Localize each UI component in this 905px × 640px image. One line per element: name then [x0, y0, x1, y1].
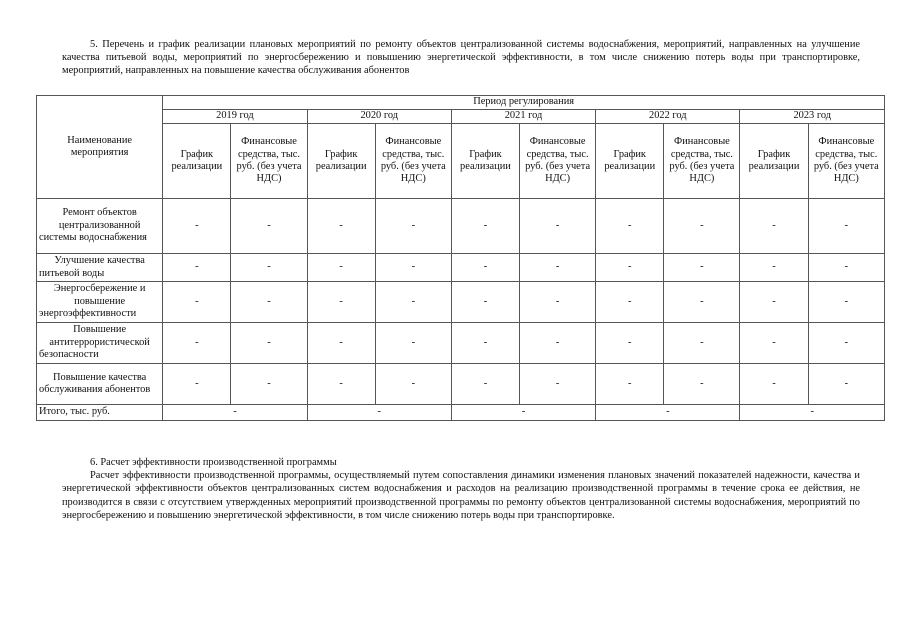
- schedule-cell: -: [596, 254, 664, 282]
- schedule-cell: -: [740, 254, 808, 282]
- section-5-paragraph: [62, 38, 860, 78]
- finance-column-header: Финансовые средства, тыс. руб. (без учета НДС): [664, 124, 740, 199]
- total-value: -: [451, 405, 595, 421]
- total-label: Итого, тыс. руб.: [37, 405, 163, 421]
- total-value: -: [307, 405, 451, 421]
- year-header: 2023 год: [740, 110, 885, 124]
- year-header: 2020 год: [307, 110, 451, 124]
- finance-cell: -: [231, 323, 307, 364]
- schedule-cell: -: [451, 199, 519, 254]
- finance-cell: -: [520, 323, 596, 364]
- schedule-cell: -: [307, 254, 375, 282]
- finance-column-header: Финансовые средства, тыс. руб. (без учета НДС): [808, 124, 884, 199]
- total-value: -: [596, 405, 740, 421]
- schedule-cell: -: [451, 254, 519, 282]
- finance-cell: -: [808, 199, 884, 254]
- activity-name: Улучшение качества питьевой воды: [37, 254, 163, 282]
- schedule-column-header: График реализации: [740, 124, 808, 199]
- finance-cell: -: [375, 254, 451, 282]
- schedule-cell: -: [307, 364, 375, 405]
- schedule-cell: -: [163, 323, 231, 364]
- activities-plan-table: [36, 95, 885, 421]
- table-row: [37, 282, 885, 323]
- header-row-subcolumns: [37, 124, 885, 199]
- finance-cell: -: [231, 199, 307, 254]
- activity-name: Повышение антитеррористической безопасности: [37, 323, 163, 364]
- schedule-column-header: График реализации: [451, 124, 519, 199]
- schedule-cell: -: [740, 323, 808, 364]
- finance-cell: -: [664, 323, 740, 364]
- table-row: [37, 323, 885, 364]
- finance-cell: -: [808, 282, 884, 323]
- total-value: -: [740, 405, 885, 421]
- schedule-cell: -: [596, 199, 664, 254]
- finance-column-header: Финансовые средства, тыс. руб. (без учета НДС): [375, 124, 451, 199]
- activity-name: Повышение качества обслуживания абонентов: [37, 364, 163, 405]
- header-row-years: [37, 110, 885, 124]
- finance-cell: -: [231, 254, 307, 282]
- schedule-cell: -: [307, 323, 375, 364]
- finance-cell: -: [664, 199, 740, 254]
- finance-cell: -: [664, 282, 740, 323]
- schedule-cell: -: [740, 282, 808, 323]
- schedule-cell: -: [740, 199, 808, 254]
- finance-cell: -: [520, 254, 596, 282]
- name-header: Наименование мероприятия: [37, 96, 163, 199]
- table-row: [37, 364, 885, 405]
- schedule-cell: -: [740, 364, 808, 405]
- finance-cell: -: [231, 282, 307, 323]
- schedule-cell: -: [163, 254, 231, 282]
- schedule-cell: -: [451, 282, 519, 323]
- schedule-cell: -: [451, 323, 519, 364]
- schedule-cell: -: [163, 364, 231, 405]
- finance-cell: -: [375, 199, 451, 254]
- activity-name: Энергосбережение и повышение энергоэффективности: [37, 282, 163, 323]
- schedule-cell: -: [596, 323, 664, 364]
- year-header: 2021 год: [451, 110, 595, 124]
- finance-cell: -: [520, 282, 596, 323]
- finance-cell: -: [664, 254, 740, 282]
- schedule-cell: -: [596, 364, 664, 405]
- finance-cell: -: [375, 323, 451, 364]
- finance-cell: -: [808, 323, 884, 364]
- year-header: 2019 год: [163, 110, 307, 124]
- section-6-title: 6. Расчет эффективности производственной программы: [90, 457, 337, 468]
- schedule-cell: -: [451, 364, 519, 405]
- finance-cell: -: [808, 364, 884, 405]
- schedule-cell: -: [307, 199, 375, 254]
- finance-cell: -: [520, 199, 596, 254]
- section-5-text: 5. Перечень и график реализации плановых мероприятий по ремонту объектов централизованной системы водоснабжения, мероприятий, направленных на улучшение качества питьевой воды, мероприятий по энергосбережению и повышению энергетической эффективности, в том числе снижению потерь воды при транспортировке, мероприятий, направленных на повышение качества обслуживания абонентов: [62, 39, 860, 77]
- schedule-cell: -: [163, 282, 231, 323]
- activity-name: Ремонт объектов централизованной системы водоснабжения: [37, 199, 163, 254]
- finance-column-header: Финансовые средства, тыс. руб. (без учета НДС): [520, 124, 596, 199]
- schedule-column-header: График реализации: [163, 124, 231, 199]
- year-header: 2022 год: [596, 110, 740, 124]
- header-row-period: [37, 96, 885, 110]
- section-6-paragraph: [62, 456, 860, 522]
- table-row: [37, 199, 885, 254]
- schedule-column-header: График реализации: [307, 124, 375, 199]
- finance-cell: -: [808, 254, 884, 282]
- finance-cell: -: [375, 364, 451, 405]
- finance-cell: -: [520, 364, 596, 405]
- total-row: [37, 405, 885, 421]
- schedule-column-header: График реализации: [596, 124, 664, 199]
- period-header: Период регулирования: [163, 96, 885, 110]
- finance-cell: -: [375, 282, 451, 323]
- schedule-cell: -: [307, 282, 375, 323]
- table-row: [37, 254, 885, 282]
- schedule-cell: -: [163, 199, 231, 254]
- finance-cell: -: [231, 364, 307, 405]
- finance-column-header: Финансовые средства, тыс. руб. (без учета НДС): [231, 124, 307, 199]
- schedule-cell: -: [596, 282, 664, 323]
- finance-cell: -: [664, 364, 740, 405]
- section-6-text: Расчет эффективности производственной программы, осуществляемый путем сопоставления динамики изменения плановых значений показателей надежности, качества и энергетической эффективности объектов централизованных систем водоснабжения и расходов на реализацию производственной программы в течение срока ее действия, не производится в связи с отсутствием утвержденных мероприятий производственной программы по ремонту объектов централизованной системы водоснабжения, мероприятий по энергосбережению и повышению энергетической эффективности, в том числе снижению потерь воды при транспортировке.: [62, 470, 860, 521]
- total-value: -: [163, 405, 307, 421]
